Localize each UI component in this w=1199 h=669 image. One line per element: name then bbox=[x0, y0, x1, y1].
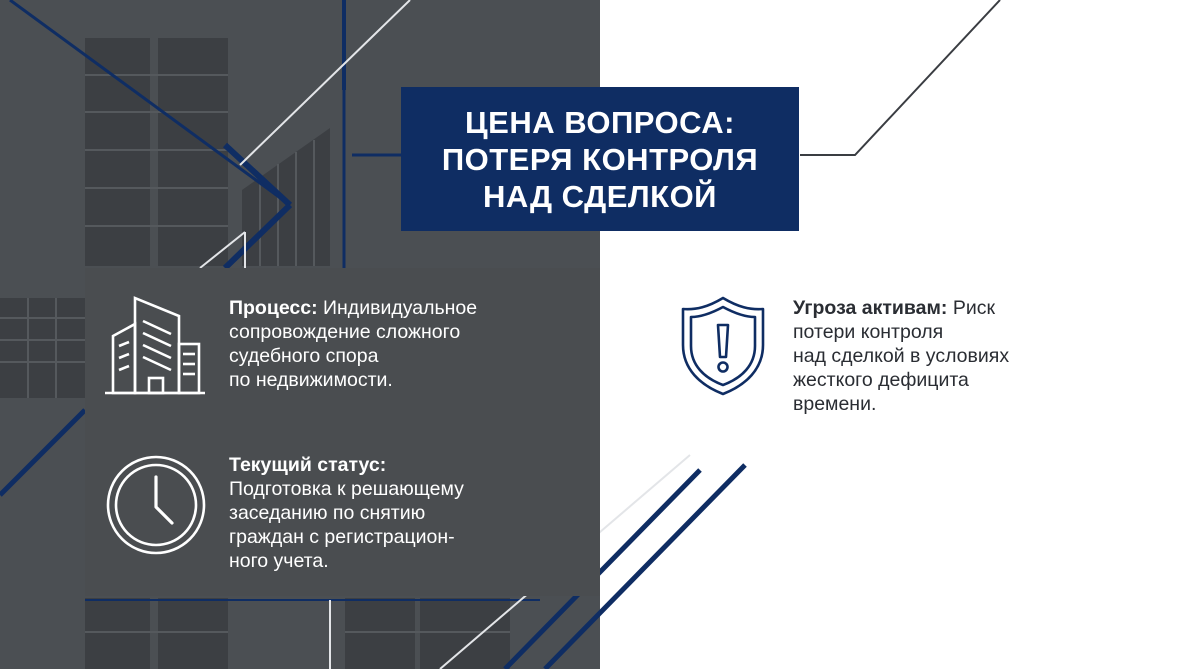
process-line-1: Индивидуальное bbox=[317, 297, 478, 319]
threat-line-5: времени. bbox=[793, 393, 877, 415]
threat-label: Угроза активам: bbox=[793, 297, 948, 319]
status-label: Текущий статус: bbox=[229, 454, 387, 476]
status-line-4: ного учета. bbox=[229, 550, 329, 572]
threat-line-4: жесткого дефицита bbox=[793, 369, 969, 391]
threat-line-1: Риск bbox=[947, 297, 996, 319]
status-line-2: заседанию по снятию bbox=[229, 502, 426, 524]
status-text bbox=[229, 453, 569, 573]
status-line-3: граждан с регистрацион- bbox=[229, 526, 455, 548]
title-line-2: ПОТЕРЯ КОНТРОЛЯ bbox=[441, 141, 759, 177]
title-line-3: НАД СДЕЛКОЙ bbox=[483, 178, 717, 214]
process-text bbox=[229, 296, 569, 392]
title-banner bbox=[401, 87, 799, 231]
clock-icon bbox=[104, 453, 208, 557]
process-line-2: сопровождение сложного bbox=[229, 321, 461, 343]
title-line-1: ЦЕНА ВОПРОСА: bbox=[465, 104, 735, 140]
shield-warning-icon bbox=[680, 295, 766, 397]
threat-text bbox=[793, 296, 1113, 416]
process-line-4: по недвижимости. bbox=[229, 369, 393, 391]
process-label: Процесс: bbox=[229, 297, 318, 319]
process-line-3: судебного спора bbox=[229, 345, 379, 367]
building-icon bbox=[103, 296, 207, 396]
status-line-1: Подготовка к решающему bbox=[229, 478, 464, 500]
threat-line-2: потери контроля bbox=[793, 321, 944, 343]
threat-line-3: над сделкой в условиях bbox=[793, 345, 1010, 367]
